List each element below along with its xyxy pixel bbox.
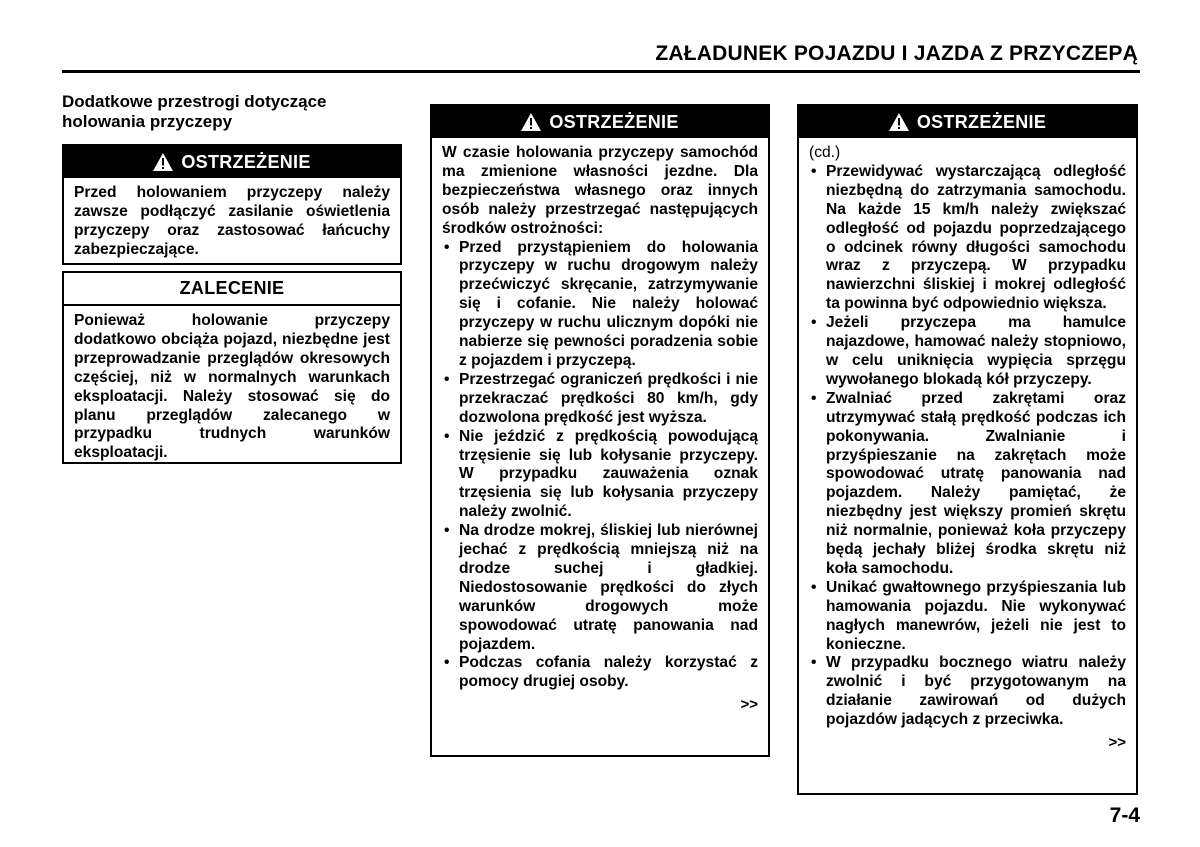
precaution-list [809, 163, 1126, 730]
warning-box-header [64, 146, 400, 178]
chapter-title: ZAŁADUNEK POJAZDU I JAZDA Z PRZYCZEPĄ [655, 42, 1138, 65]
recommendation-box-header [64, 273, 400, 306]
list-item: • Podczas cofania należy korzystać z pomocy drugiej osoby. [442, 654, 758, 692]
warning-intro: W czasie holowania przyczepy samochód ma zmienione własności jezdne. Dla bezpieczeństwa własnego oraz innych osób należy przestrzegać następujących środków ostrożności: [442, 144, 758, 237]
warning-triangle-icon [889, 113, 909, 131]
list-item: • Unikać gwałtownego przyśpieszania lub hamowania pojazdu. Nie wykonywać nagłych manewrów, jeżeli nie jest to konieczne. [809, 579, 1126, 655]
continued-marker: >> [1108, 734, 1126, 752]
warning-box-header [432, 106, 768, 138]
continued-marker: >> [740, 696, 758, 714]
precaution-list [442, 239, 758, 693]
page-number: 7-4 [1109, 804, 1140, 827]
recommendation-box-title: ZALECENIE [179, 278, 285, 298]
warning-box-title: OSTRZEŻENIE [181, 151, 311, 172]
continued-label: (cd.) [809, 144, 841, 161]
recommendation-box-body [64, 306, 400, 469]
warning-box-continued [797, 104, 1138, 795]
list-item: • Przewidywać wystarczającą odległość niezbędną do zatrzymania samochodu. Na każde 15 km/h należy zwiększać odległość od pojazdu poprzedzającego o odcinek równy długości samochodu wraz z przyczepą. W przypadku nawierzchni śliskiej i mokrej odległość ta powinna być odpowiednio większa. [809, 163, 1126, 314]
warning-triangle-icon [153, 153, 173, 171]
list-item: • Zwalniać przed zakrętami oraz utrzymywać stałą prędkość podczas ich pokonywania. Zwalnianie i przyśpieszanie na zakrętach może spowodować utratę panowania nad pojazdem. Należy pamiętać, że niezbędny jest większy promień skrętu niż normalnie, ponieważ koła przyczepy będą jechały bliżej środka skrętu niż koła samochodu. [809, 390, 1126, 579]
list-item: • Przestrzegać ograniczeń prędkości i nie przekraczać prędkości 80 km/h, gdy dozwolona prędkość jest wyższa. [442, 371, 758, 428]
warning-box-body [799, 138, 1136, 759]
warning-box-body [64, 178, 400, 266]
list-item: • Jeżeli przyczepa ma hamulce najazdowe, hamować należy stopniowo, w celu uniknięcia wypięcia sprzęgu wywołanego blokadą kół przyczepy. [809, 314, 1126, 390]
recommendation-text: Ponieważ holowanie przyczepy dodatkowo obciąża pojazd, niezbędne jest przeprowadzanie przeglądów okresowych częściej, niż w normalnych warunkach eksploatacji. Należy stosować się do planu przeglądów zalecanego w przypadku trudnych warunków eksploatacji. [74, 312, 390, 462]
warning-triangle-icon [521, 113, 541, 131]
list-item: • Na drodze mokrej, śliskiej lub nierównej jechać z prędkością mniejszą niż na drodze suchej i gładkiej. Niedostosowanie prędkości do złych warunków drogowych może spowodować utratę panowania nad pojazdem. [442, 522, 758, 654]
header-divider [62, 70, 1140, 73]
warning-box-driving [430, 104, 770, 757]
warning-box-body [432, 138, 768, 721]
warning-box-title: OSTRZEŻENIE [549, 111, 679, 132]
warning-box-lighting [62, 144, 402, 265]
warning-box-header [799, 106, 1136, 138]
list-item: • Przed przystąpieniem do holowania przyczepy w ruchu drogowym należy przećwiczyć skręcanie, zatrzymywanie się i cofanie. Nie należy holować przyczepy w ruchu ulicznym dopóki nie nabierze się pewności poradzenia sobie z pojazdem i przyczepą. [442, 239, 758, 371]
warning-text: Przed holowaniem przyczepy należy zawsze podłączyć zasilanie oświetlenia przyczepy oraz zastosować łańcuchy zabezpieczające. [74, 184, 390, 258]
list-item: • Nie jeździć z prędkością powodującą trzęsienie się lub kołysanie przyczepy. W przypadku zauważenia oznak trzęsienia się lub kołysania przyczepy należy zwolnić. [442, 428, 758, 523]
recommendation-box [62, 271, 402, 464]
warning-box-title: OSTRZEŻENIE [916, 111, 1047, 132]
list-item: • W przypadku bocznego wiatru należy zwolnić i być przygotowanym na działanie zawirowań od dużych pojazdów jadących z przeciwka. [809, 654, 1126, 730]
section-heading: Dodatkowe przestrogi dotyczące holowania przyczepy [62, 92, 327, 131]
